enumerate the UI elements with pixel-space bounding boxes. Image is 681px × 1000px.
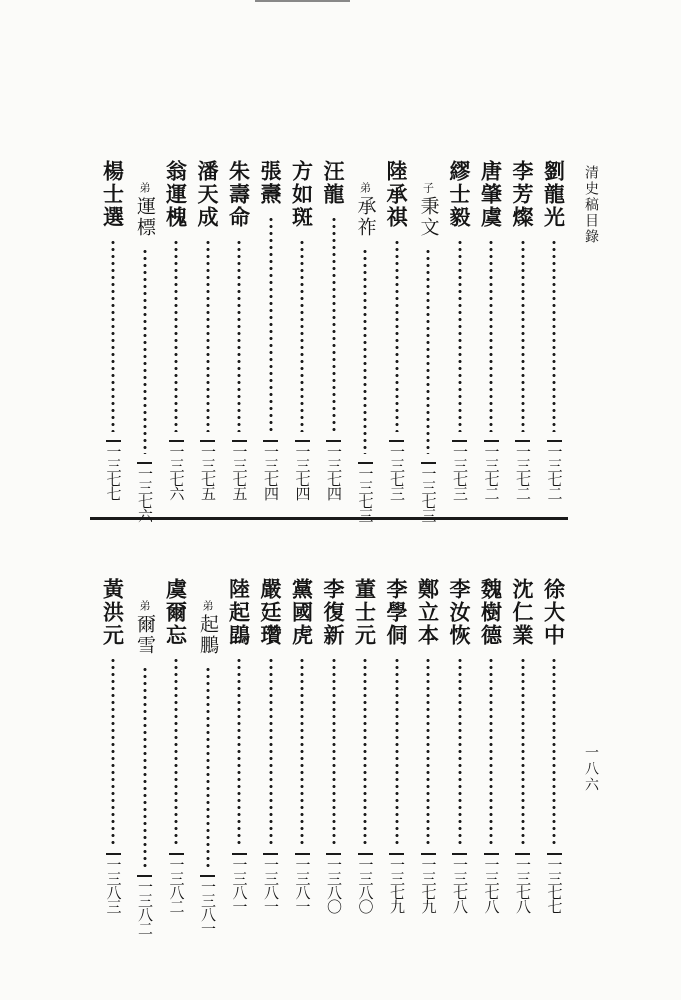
toc-entry — [194, 578, 222, 935]
entry-page-number: 一三七三 — [358, 462, 373, 522]
toc-entry — [351, 578, 379, 913]
leader-dots — [237, 657, 241, 845]
entry-name: 李復新 — [321, 578, 346, 647]
toc-entry — [225, 578, 253, 913]
entry-page-number: 一三七二 — [515, 440, 530, 500]
entry-name: 朱壽命 — [226, 160, 252, 229]
relation-label: 弟 — [138, 600, 151, 611]
entry-page-number: 一三七九 — [421, 853, 436, 913]
entry-page-number: 一三七二 — [484, 440, 499, 500]
entry-page-number: 一三七七 — [106, 440, 121, 500]
entry-name: 張燾 — [258, 160, 283, 206]
entry-page-number: 一三八一 — [200, 875, 215, 935]
leader-dots — [458, 239, 462, 432]
entry-page-number: 一三七八 — [452, 853, 467, 913]
entry-name: 承祚 — [354, 196, 377, 238]
entry-name: 陸承祺 — [384, 160, 409, 229]
leader-dots — [237, 239, 241, 432]
leader-dots — [300, 657, 304, 845]
entry-name: 沈仁業 — [510, 578, 535, 647]
entry-page-number: 一三八一 — [232, 853, 247, 913]
toc-entry — [540, 160, 568, 500]
toc-entry — [540, 578, 568, 913]
toc-entry — [162, 160, 190, 500]
leader-dots — [300, 239, 304, 432]
entry-page-number: 一三八二 — [137, 875, 152, 935]
entry-name: 李芳燦 — [510, 160, 535, 229]
entry-name: 爾雪 — [134, 614, 156, 656]
entry-page-number: 一三七四 — [263, 440, 278, 500]
entry-page-number: 一三七四 — [295, 440, 310, 500]
entry-page-number: 一三八一 — [263, 853, 278, 913]
entry-name: 汪龍 — [321, 160, 346, 206]
entry-name: 劉龍光 — [541, 160, 567, 229]
entry-page-number: 一三七九 — [389, 853, 404, 913]
leader-dots — [458, 657, 462, 845]
leader-dots — [489, 239, 493, 432]
leader-dots — [552, 239, 556, 432]
toc-entry — [414, 578, 442, 913]
entry-name: 唐肇虞 — [478, 160, 504, 229]
entry-name: 楊士選 — [100, 160, 126, 229]
entry-page-number: 一三七三 — [421, 462, 436, 522]
entry-page-number: 一三七八 — [484, 853, 499, 913]
toc-entry — [99, 160, 127, 500]
scan-edge-line — [255, 0, 350, 2]
entry-page-number: 一三八〇 — [358, 853, 373, 913]
toc-entry — [383, 578, 411, 913]
leader-dots — [332, 216, 336, 432]
relation-label: 弟 — [358, 182, 372, 193]
entry-page-number: 一三七四 — [326, 440, 341, 500]
entry-name: 秉文 — [417, 196, 440, 238]
toc-entry — [477, 160, 505, 500]
toc-entry — [162, 578, 190, 913]
entry-name: 黃洪元 — [100, 578, 126, 647]
leader-dots — [143, 666, 147, 867]
leader-dots — [174, 657, 178, 845]
toc-entry — [509, 160, 537, 500]
entry-name: 翁運槐 — [163, 160, 189, 229]
toc-entry — [351, 160, 379, 522]
entry-name: 李汝恢 — [447, 578, 472, 647]
toc-entry — [225, 160, 253, 500]
leader-dots — [111, 239, 115, 432]
toc-entry — [320, 160, 348, 500]
toc-entry — [288, 160, 316, 500]
entry-page-number: 一三七二 — [547, 440, 562, 500]
toc-entry — [131, 578, 159, 935]
entry-page-number: 一三七六 — [137, 462, 152, 522]
toc-entry — [477, 578, 505, 913]
entry-name: 徐大中 — [541, 578, 567, 647]
leader-dots — [206, 239, 210, 432]
leader-dots — [489, 657, 493, 845]
toc-entry — [446, 160, 474, 500]
leader-dots — [332, 657, 336, 845]
leader-dots — [426, 248, 430, 454]
toc-entry — [383, 160, 411, 500]
entry-page-number: 一三八二 — [169, 853, 184, 913]
entry-name: 起鵬 — [197, 614, 219, 656]
leader-dots — [269, 657, 273, 845]
toc-entry — [194, 160, 222, 500]
leader-dots — [395, 657, 399, 845]
entry-page-number: 一三七八 — [515, 853, 530, 913]
entry-page-number: 一三七七 — [547, 853, 562, 913]
entry-name: 運標 — [134, 196, 156, 238]
leader-dots — [426, 657, 430, 845]
entry-name: 方如斑 — [289, 160, 315, 229]
entry-name: 黨國虎 — [289, 578, 315, 647]
toc-entry — [99, 578, 127, 913]
leader-dots — [174, 239, 178, 432]
leader-dots — [111, 657, 115, 845]
page-number: 一八六 — [583, 745, 599, 793]
leader-dots — [363, 657, 367, 845]
entry-page-number: 一三七五 — [232, 440, 247, 500]
relation-label: 弟 — [201, 600, 214, 611]
toc-entry — [509, 578, 537, 913]
leader-dots — [206, 666, 210, 867]
entry-name: 潘天成 — [195, 160, 220, 229]
book-title: 清史稿目錄 — [583, 165, 599, 245]
toc-entry — [131, 160, 159, 522]
entry-name: 董士元 — [352, 578, 378, 647]
relation-label: 子 — [421, 182, 435, 193]
entry-name: 嚴廷瓚 — [258, 578, 283, 647]
entry-page-number: 一三八三 — [106, 853, 121, 913]
leader-dots — [521, 657, 525, 845]
toc-entry — [257, 160, 285, 500]
leader-dots — [363, 248, 367, 454]
leader-dots — [521, 239, 525, 432]
entry-page-number: 一三八〇 — [326, 853, 341, 913]
toc-entry — [414, 160, 442, 522]
toc-entry — [288, 578, 316, 913]
entry-name: 繆士毅 — [447, 160, 472, 229]
entry-page-number: 一三七六 — [169, 440, 184, 500]
toc-entry — [320, 578, 348, 913]
entry-name: 陸起鵾 — [226, 578, 252, 647]
entry-name: 李學侗 — [384, 578, 409, 647]
leader-dots — [552, 657, 556, 845]
toc-entry — [446, 578, 474, 913]
entry-name: 鄭立本 — [415, 578, 441, 647]
entry-name: 虞爾忘 — [163, 578, 189, 647]
leader-dots — [143, 248, 147, 454]
section-divider — [90, 517, 568, 520]
toc-entry — [257, 578, 285, 913]
leader-dots — [269, 216, 273, 432]
entry-page-number: 一三七三 — [452, 440, 467, 500]
entry-page-number: 一三七五 — [200, 440, 215, 500]
relation-label: 弟 — [138, 182, 151, 193]
leader-dots — [395, 239, 399, 432]
entry-name: 魏樹德 — [478, 578, 504, 647]
entry-page-number: 一三七三 — [389, 440, 404, 500]
entry-page-number: 一三八一 — [295, 853, 310, 913]
